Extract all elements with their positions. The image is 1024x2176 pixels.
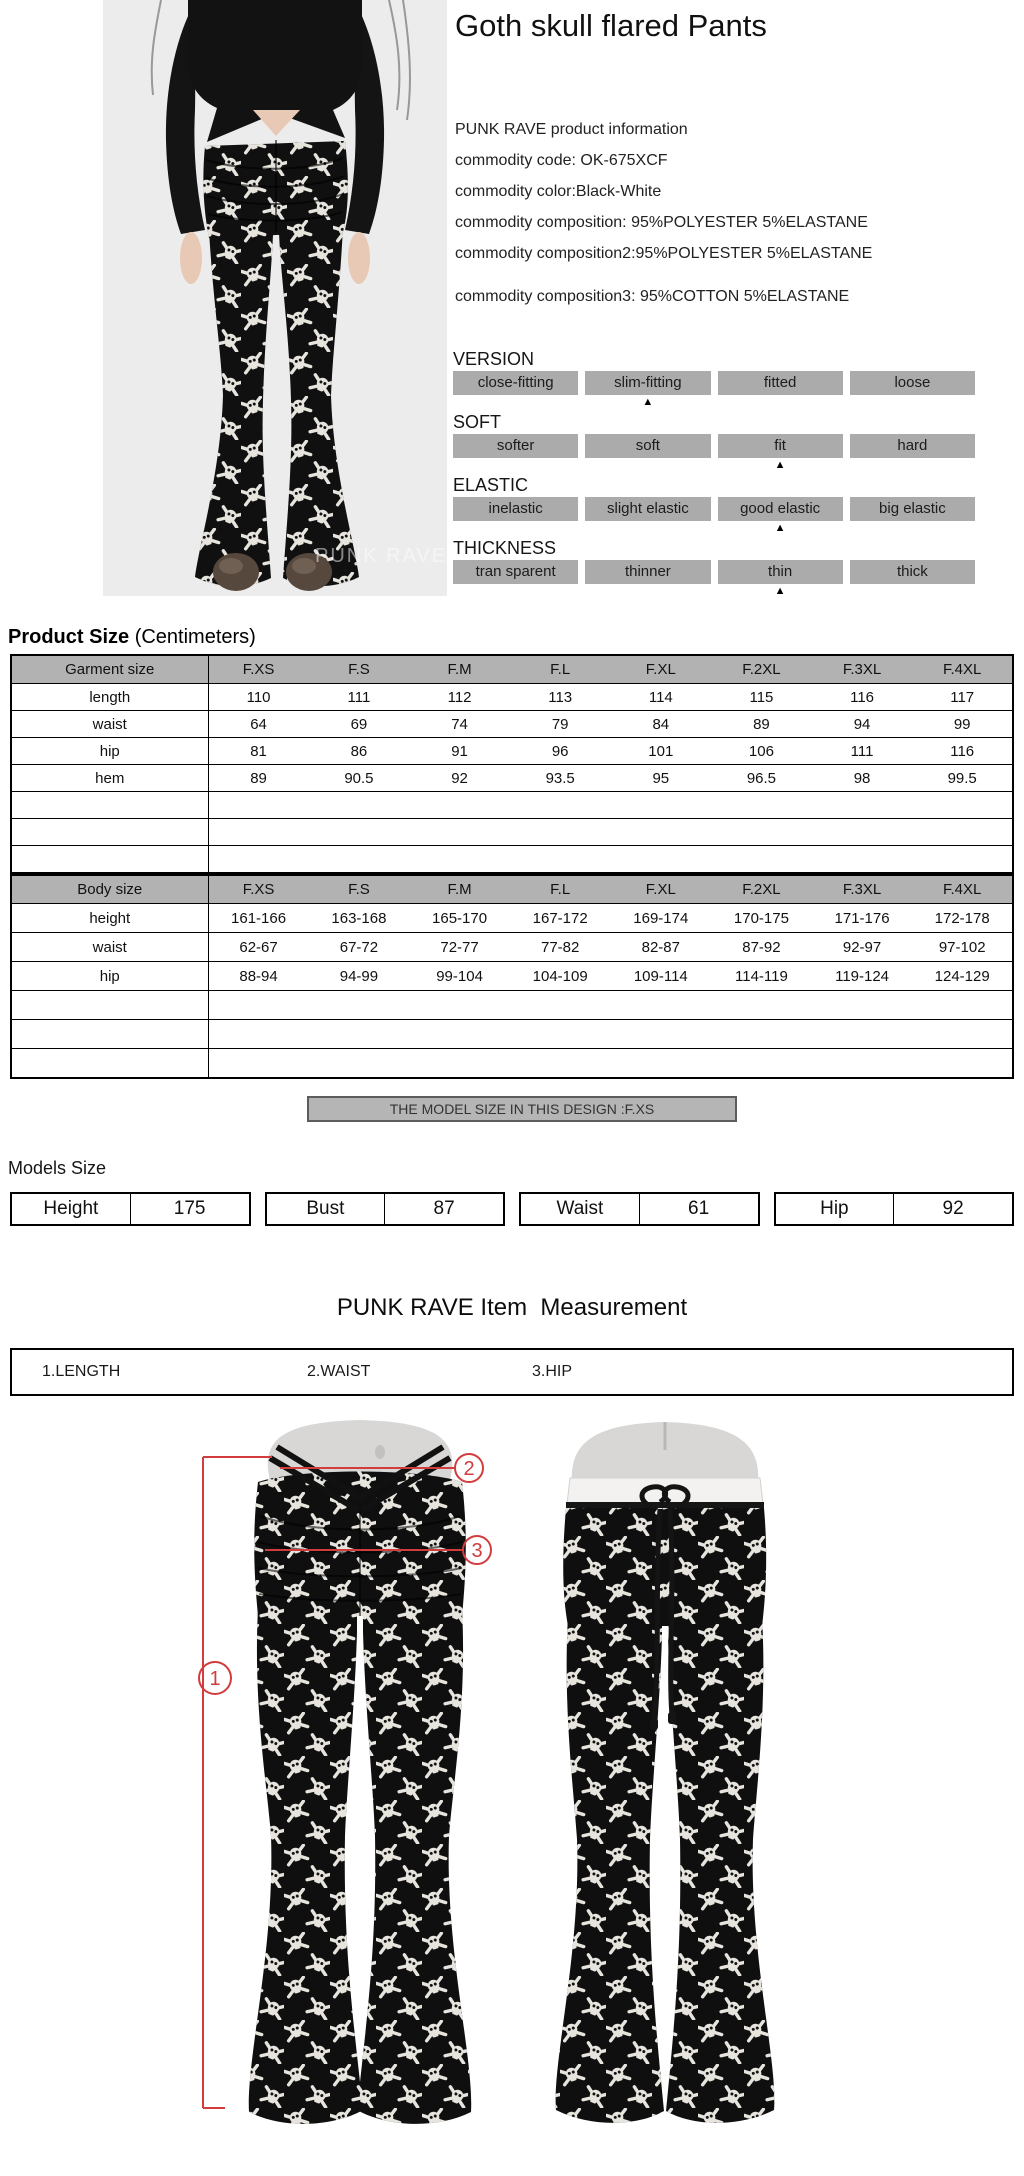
size-value: 98 xyxy=(812,765,913,792)
size-value: 99 xyxy=(912,711,1013,738)
attribute-option: inelastic xyxy=(453,497,578,521)
attribute-group-elastic xyxy=(453,475,975,535)
column-header: F.4XL xyxy=(912,655,1013,684)
row-label: hem xyxy=(11,765,208,792)
product-info-heading: PUNK RAVE product information xyxy=(455,121,688,138)
model-size-value: 175 xyxy=(173,1198,206,1219)
column-header: F.L xyxy=(510,875,611,904)
header-row xyxy=(11,655,1013,684)
empty-row xyxy=(11,792,1013,819)
marker-slot xyxy=(453,458,578,472)
row-label: waist xyxy=(11,933,208,962)
annotation-1: 1 xyxy=(209,1668,221,1690)
size-value: 163-168 xyxy=(309,904,410,933)
measurement-heading: PUNK RAVE Item Measurement xyxy=(336,1294,688,1321)
marker-slot xyxy=(585,584,710,598)
empty-row xyxy=(11,991,1013,1020)
size-value: 119-124 xyxy=(812,962,913,991)
attribute-option: close-fitting xyxy=(453,371,578,395)
attribute-option: fitted xyxy=(718,371,843,395)
marker-slot xyxy=(453,395,578,409)
size-value: 116 xyxy=(812,684,913,711)
table-row-hip xyxy=(11,738,1013,765)
size-value: 114-119 xyxy=(711,962,812,991)
model-size-label: Height xyxy=(12,1194,131,1224)
mannequin-navel xyxy=(375,1445,385,1459)
column-header: F.3XL xyxy=(812,875,913,904)
attribute-title: SOFT xyxy=(453,412,501,432)
attribute-options xyxy=(453,371,975,395)
size-value: 115 xyxy=(711,684,812,711)
size-value: 94-99 xyxy=(309,962,410,991)
attribute-title: THICKNESS xyxy=(453,538,557,558)
size-value: 169-174 xyxy=(611,904,712,933)
size-value: 111 xyxy=(812,738,913,765)
size-value: 74 xyxy=(409,711,510,738)
model-size-label: Hip xyxy=(776,1194,895,1224)
size-value: 89 xyxy=(208,765,309,792)
size-value: 124-129 xyxy=(912,962,1013,991)
attribute-title: VERSION xyxy=(453,349,535,369)
size-value: 84 xyxy=(611,711,712,738)
column-header: F.L xyxy=(510,655,611,684)
column-header: F.XL xyxy=(611,875,712,904)
measurement-legend xyxy=(10,1348,1014,1396)
legend-item: 1.LENGTH xyxy=(42,1363,121,1380)
attribute-option: hard xyxy=(850,434,975,458)
column-header: F.2XL xyxy=(711,655,812,684)
size-value: 64 xyxy=(208,711,309,738)
size-value: 104-109 xyxy=(510,962,611,991)
column-header: Garment size xyxy=(11,655,208,684)
model-size-note: THE MODEL SIZE IN THIS DESIGN :F.XS xyxy=(307,1096,737,1122)
model-size-label: Bust xyxy=(267,1194,386,1224)
product-size-heading xyxy=(8,626,256,649)
attribute-option: loose xyxy=(850,371,975,395)
commodity-composition: commodity composition: 95%POLYESTER 5%ELASTANE xyxy=(455,214,868,231)
size-value: 67-72 xyxy=(309,933,410,962)
body-size-table xyxy=(10,874,1014,1079)
attribute-scales xyxy=(453,349,975,601)
selected-marker-icon: ▲ xyxy=(774,459,786,471)
size-value: 171-176 xyxy=(812,904,913,933)
size-value: 96 xyxy=(510,738,611,765)
attribute-options xyxy=(453,560,975,584)
model-size-bust xyxy=(265,1192,506,1226)
row-label: hip xyxy=(11,738,208,765)
table-row-hip xyxy=(11,962,1013,991)
table-row-waist xyxy=(11,711,1013,738)
size-value: 116 xyxy=(912,738,1013,765)
size-value: 170-175 xyxy=(711,904,812,933)
size-value: 101 xyxy=(611,738,712,765)
header-row xyxy=(11,875,1013,904)
size-value: 161-166 xyxy=(208,904,309,933)
attribute-option: slight elastic xyxy=(585,497,710,521)
table-row-hem xyxy=(11,765,1013,792)
legend-item: 2.WAIST xyxy=(307,1363,371,1380)
attribute-marker-row xyxy=(453,458,975,472)
attribute-option: thick xyxy=(850,560,975,584)
selected-marker-icon: ▲ xyxy=(774,522,786,534)
selected-marker-icon: ▲ xyxy=(774,585,786,597)
empty-row xyxy=(11,819,1013,846)
model-size-value: 87 xyxy=(433,1198,455,1219)
empty-row xyxy=(11,1020,1013,1049)
size-value: 99.5 xyxy=(912,765,1013,792)
model-size-waist xyxy=(519,1192,760,1226)
model-size-hip xyxy=(774,1192,1015,1226)
column-header: F.S xyxy=(309,655,410,684)
column-header: F.S xyxy=(309,875,410,904)
attribute-option: big elastic xyxy=(850,497,975,521)
size-value: 106 xyxy=(711,738,812,765)
back-figure xyxy=(540,1422,790,2160)
attribute-marker-row xyxy=(453,521,975,535)
measurement-figures xyxy=(100,1404,924,2160)
size-value: 87-92 xyxy=(711,933,812,962)
column-header: F.XS xyxy=(208,655,309,684)
size-value: 109-114 xyxy=(611,962,712,991)
size-value: 77-82 xyxy=(510,933,611,962)
photo-watermark: PUNK RAVE xyxy=(315,545,447,567)
size-value: 62-67 xyxy=(208,933,309,962)
model-hand-right xyxy=(348,232,370,284)
size-value: 93.5 xyxy=(510,765,611,792)
attribute-title: ELASTIC xyxy=(453,475,529,495)
size-value: 114 xyxy=(611,684,712,711)
size-value: 79 xyxy=(510,711,611,738)
table-row-length xyxy=(11,684,1013,711)
attribute-option: thinner xyxy=(585,560,710,584)
size-value: 88-94 xyxy=(208,962,309,991)
attribute-option: soft xyxy=(585,434,710,458)
size-value: 167-172 xyxy=(510,904,611,933)
attribute-options xyxy=(453,434,975,458)
column-header: F.XL xyxy=(611,655,712,684)
commodity-composition3: commodity composition3: 95%COTTON 5%ELASTANE xyxy=(455,288,850,305)
selected-marker-icon: ▲ xyxy=(642,396,654,408)
size-value: 96.5 xyxy=(711,765,812,792)
size-value: 81 xyxy=(208,738,309,765)
attribute-group-thickness xyxy=(453,538,975,598)
size-value: 90.5 xyxy=(309,765,410,792)
size-value: 69 xyxy=(309,711,410,738)
size-value: 97-102 xyxy=(912,933,1013,962)
size-value: 94 xyxy=(812,711,913,738)
product-size-heading-bold: Product Size xyxy=(8,626,130,648)
size-value: 110 xyxy=(208,684,309,711)
table-row-waist xyxy=(11,933,1013,962)
attribute-group-version xyxy=(453,349,975,409)
marker-slot xyxy=(453,584,578,598)
size-value: 86 xyxy=(309,738,410,765)
size-value: 91 xyxy=(409,738,510,765)
marker-slot xyxy=(453,521,578,535)
marker-slot xyxy=(850,458,975,472)
models-size-row xyxy=(10,1192,1014,1226)
annotation-3: 3 xyxy=(471,1540,483,1562)
model-size-value: 92 xyxy=(942,1198,964,1219)
front-figure xyxy=(230,1420,492,2144)
attribute-marker-row xyxy=(453,395,975,409)
commodity-color: commodity color:Black-White xyxy=(455,183,662,200)
size-value: 72-77 xyxy=(409,933,510,962)
legend-item: 3.HIP xyxy=(532,1363,573,1380)
marker-slot xyxy=(585,521,710,535)
model-size-label: Waist xyxy=(521,1194,640,1224)
commodity-composition2: commodity composition2:95%POLYESTER 5%ELASTANE xyxy=(455,245,873,262)
product-info xyxy=(455,114,872,312)
attribute-option: tran sparent xyxy=(453,560,578,584)
size-value: 112 xyxy=(409,684,510,711)
product-photo xyxy=(103,0,447,596)
size-value: 113 xyxy=(510,684,611,711)
size-value: 82-87 xyxy=(611,933,712,962)
column-header: F.XS xyxy=(208,875,309,904)
model-size-height xyxy=(10,1192,251,1226)
column-header: F.M xyxy=(409,875,510,904)
column-header: F.4XL xyxy=(912,875,1013,904)
size-value: 165-170 xyxy=(409,904,510,933)
model-hand-left xyxy=(180,232,202,284)
column-header: F.M xyxy=(409,655,510,684)
column-header: Body size xyxy=(11,875,208,904)
attribute-option: softer xyxy=(453,434,578,458)
marker-slot xyxy=(718,395,843,409)
garment-size-table xyxy=(10,654,1014,874)
marker-slot xyxy=(850,521,975,535)
size-value: 89 xyxy=(711,711,812,738)
size-value: 92-97 xyxy=(812,933,913,962)
empty-row xyxy=(11,846,1013,874)
marker-slot xyxy=(850,395,975,409)
size-value: 92 xyxy=(409,765,510,792)
size-value: 111 xyxy=(309,684,410,711)
size-value: 172-178 xyxy=(912,904,1013,933)
column-header: F.3XL xyxy=(812,655,913,684)
table-row-height xyxy=(11,904,1013,933)
marker-slot xyxy=(585,458,710,472)
attribute-options xyxy=(453,497,975,521)
row-label: hip xyxy=(11,962,208,991)
annotation-2: 2 xyxy=(463,1458,475,1480)
attribute-option: slim-fitting xyxy=(585,371,710,395)
attribute-marker-row xyxy=(453,584,975,598)
attribute-option: good elastic xyxy=(718,497,843,521)
row-label: height xyxy=(11,904,208,933)
size-value: 117 xyxy=(912,684,1013,711)
row-label: waist xyxy=(11,711,208,738)
marker-slot xyxy=(850,584,975,598)
attribute-option: fit xyxy=(718,434,843,458)
models-size-heading: Models Size xyxy=(8,1158,107,1178)
attribute-option: thin xyxy=(718,560,843,584)
size-value: 99-104 xyxy=(409,962,510,991)
empty-row xyxy=(11,1049,1013,1079)
product-size-heading-unit: (Centimeters) xyxy=(134,626,256,648)
column-header: F.2XL xyxy=(711,875,812,904)
attribute-group-soft xyxy=(453,412,975,472)
commodity-code: commodity code: OK-675XCF xyxy=(455,152,668,169)
size-value: 95 xyxy=(611,765,712,792)
row-label: length xyxy=(11,684,208,711)
model-size-value: 61 xyxy=(688,1198,710,1219)
page-title: Goth skull flared Pants xyxy=(455,8,767,43)
